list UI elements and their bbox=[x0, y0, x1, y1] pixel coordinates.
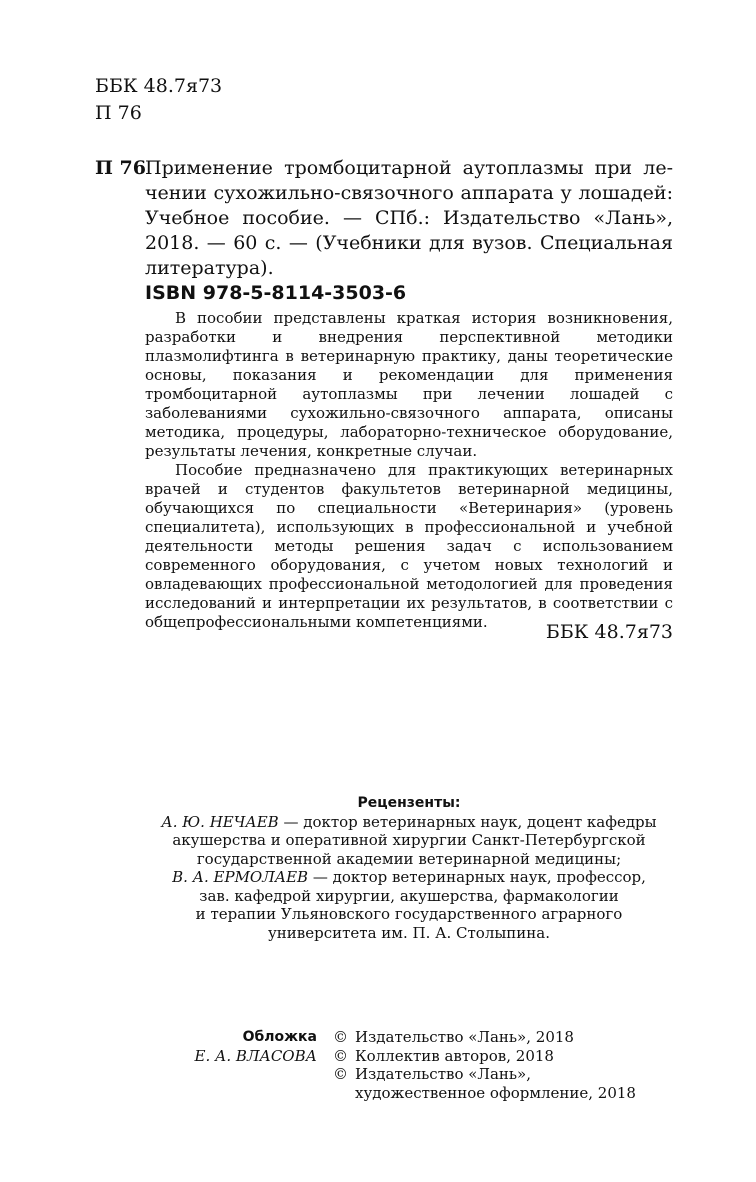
cover-artist: Е. А. ВЛАСОВА bbox=[194, 1046, 317, 1065]
reviewer-2-line bbox=[145, 868, 673, 887]
entry-code: П 76 bbox=[95, 157, 146, 179]
abstract-line: деятельности методы решения задач с использованием bbox=[145, 537, 673, 555]
abstract-line: разработки и внедрения перспективной методики bbox=[145, 328, 673, 346]
bibliographic-entry bbox=[95, 156, 673, 281]
reviewer-2-affiliation: зав. кафедрой хирургии, акушерства, фармакологии bbox=[199, 886, 619, 905]
abstract-line: исследований и интерпретации их результатов, в соответствии с bbox=[145, 594, 673, 612]
copyright-text: Коллектив авторов, 2018 bbox=[355, 1046, 554, 1065]
bbk-code-right: ББК 48.7я73 bbox=[545, 621, 673, 643]
abstract-line: методика, процедуры, лабораторно-техническое оборудование, bbox=[145, 423, 673, 441]
title-line: Применение тромбоцитарной аутоплазмы при ле- bbox=[145, 157, 673, 179]
abstract-line: специалитета), использующих в профессиональной и учебной bbox=[145, 518, 673, 536]
reviewer-2-affiliation: университета им. П. А. Столыпина. bbox=[267, 923, 551, 942]
reviewer-2-title: — доктор ветеринарных наук, профессор, bbox=[308, 868, 646, 886]
abstract-line: основы, показания и рекомендации для применения bbox=[145, 366, 673, 384]
copyright-icon: © bbox=[333, 1065, 348, 1083]
abstract-line: плазмолифтинга в ветеринарную практику, даны теоретические bbox=[145, 347, 673, 365]
cover-label: Обложка bbox=[242, 1029, 317, 1045]
abstract-line: врачей и студентов факультетов ветеринарной медицины, bbox=[145, 480, 673, 498]
isbn: ISBN 978-5-8114-3503-6 bbox=[145, 282, 407, 304]
title-line: чении сухожильно-связочного аппарата у лошадей: bbox=[145, 182, 673, 204]
reviewers-block bbox=[145, 794, 673, 942]
reviewer-1-line bbox=[145, 813, 673, 832]
copyright-text: художественное оформление, 2018 bbox=[355, 1083, 636, 1102]
copyright-row bbox=[0, 1028, 756, 1047]
book-description bbox=[145, 156, 673, 281]
abstract-line: Пособие предназначено для практикующих ветеринарных bbox=[175, 461, 673, 479]
abstract-line: обучающихся по специальности «Ветеринария» (уровень bbox=[145, 499, 673, 517]
copyright-row bbox=[0, 1084, 756, 1103]
abstract-line: современного оборудования, с учетом новых технологий и bbox=[145, 556, 673, 574]
abstract-line: общепрофессиональными компетенциями. bbox=[145, 613, 488, 631]
abstract bbox=[145, 309, 673, 632]
title-line: 2018. — 60 с. — (Учебники для вузов. Специальная bbox=[145, 232, 673, 254]
abstract-line: заболеваниями сухожильно-связочного аппарата, описаны bbox=[145, 404, 673, 422]
abstract-line: результаты лечения, конкретные случаи. bbox=[145, 442, 478, 460]
copyright-row bbox=[0, 1047, 756, 1066]
reviewer-1-affiliation: государственной академии ветеринарной медицины; bbox=[196, 849, 622, 868]
abstract-line: В пособии представлены краткая история возникновения, bbox=[175, 309, 673, 327]
reviewer-1-name: А. Ю. НЕЧАЕВ bbox=[161, 812, 279, 831]
copyright-block bbox=[0, 1028, 756, 1102]
bbk-code: ББК 48.7я73 bbox=[95, 75, 223, 97]
abstract-line: овладевающих профессиональной методологией для проведения bbox=[145, 575, 673, 593]
reviewer-1-title: — доктор ветеринарных наук, доцент кафедры bbox=[278, 812, 657, 831]
title-line: литература). bbox=[145, 257, 274, 279]
reviewer-2-name: В. А. ЕРМОЛАЕВ bbox=[172, 868, 309, 886]
copyright-icon: © bbox=[333, 1046, 348, 1065]
author-mark: П 76 bbox=[95, 102, 142, 124]
reviewer-1-affiliation: акушерства и оперативной хирургии Санкт-Петербургской bbox=[172, 831, 646, 849]
title-line: Учебное пособие. — СПб.: Издательство «Лань», bbox=[145, 207, 673, 229]
abstract-line: тромбоцитарной аутоплазмы при лечении лошадей с bbox=[145, 385, 673, 403]
copyright-row bbox=[0, 1065, 756, 1084]
reviewer-2-affiliation: и терапии Ульяновского государственного аграрного bbox=[195, 905, 623, 923]
copyright-icon: © bbox=[333, 1028, 348, 1046]
bbk-header bbox=[95, 73, 222, 127]
copyright-text: Издательство «Лань», 2018 bbox=[355, 1028, 574, 1046]
reviewers-heading: Рецензенты: bbox=[357, 795, 461, 811]
copyright-text: Издательство «Лань», bbox=[355, 1065, 532, 1083]
